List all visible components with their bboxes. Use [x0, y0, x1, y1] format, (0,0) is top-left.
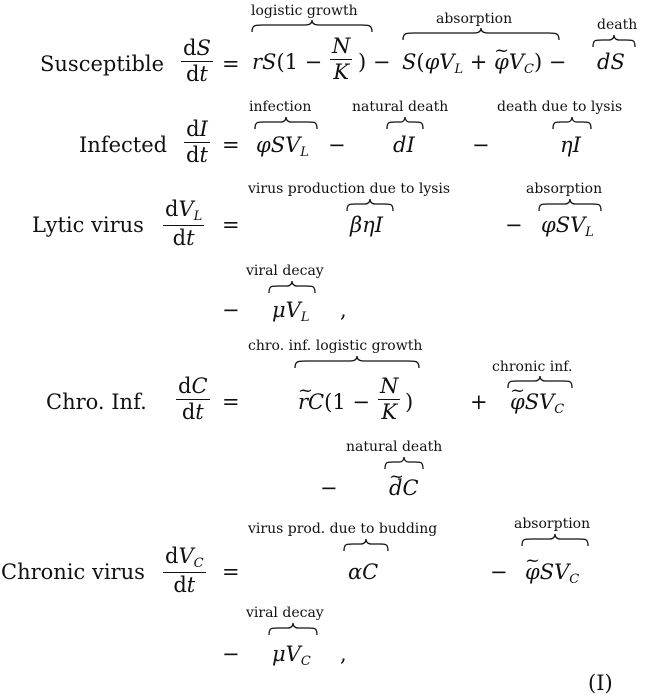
annotation-absorption: absorption: [514, 516, 591, 532]
lhs-fraction-susceptible: [181, 37, 213, 86]
term-absorption: $S(\varphi V_L$ + ~ $\varphi V_C$) −: [402, 52, 566, 76]
overbrace: [343, 538, 389, 552]
annotation-viral-decay: viral decay: [246, 605, 324, 621]
equals-sign: =: [222, 213, 240, 237]
overbrace: [592, 34, 636, 48]
fraction-n-over-k: N K: [380, 374, 399, 425]
term-death: dS: [597, 50, 625, 74]
annotation-natural-death: natural death: [346, 439, 443, 455]
term-chronic-inf: ~ φSV$_C$: [510, 392, 564, 416]
term-death-due-to-lysis: ηI: [560, 133, 581, 157]
term-virus-prod-budding: αC: [348, 560, 379, 584]
lhs-fraction-infected: dI dt: [186, 117, 208, 168]
annotation-chronic-inf: chronic inf.: [492, 359, 573, 375]
annotation-absorption: absorption: [526, 181, 603, 197]
paren-close: ): [405, 390, 414, 414]
annotation-virus-prod-due-to-budding: virus prod. due to budding: [248, 521, 438, 537]
overbrace: [552, 116, 592, 130]
overbrace: [402, 27, 560, 41]
label-infected: Infected: [79, 133, 168, 157]
equals-sign: =: [222, 133, 240, 157]
label-susceptible: Susceptible: [40, 52, 165, 76]
term-absorption: ~ φSV$_C$: [525, 562, 579, 586]
minus-sign: −: [222, 642, 240, 666]
annotation-chro-inf-logistic-growth: chro. inf. logistic growth: [248, 338, 423, 354]
annotation-viral-decay: viral decay: [246, 263, 324, 279]
term-virus-production: βηI: [350, 213, 384, 237]
comma: ,: [340, 642, 347, 666]
annotation-absorption: absorption: [436, 11, 513, 27]
equals-sign: =: [222, 52, 240, 76]
annotation-infection: infection: [249, 99, 312, 115]
comma: ,: [340, 298, 347, 322]
lhs-numerator: dS: [183, 36, 211, 60]
lhs-fraction-chronic-virus: $dV_C$ dt: [165, 544, 204, 598]
paren-close: ) −: [358, 50, 391, 74]
minus-sign: −: [328, 133, 346, 157]
annotation-death: death: [597, 17, 638, 33]
overbrace: [268, 622, 318, 636]
equals-sign: =: [222, 560, 240, 584]
overbrace: [294, 355, 420, 369]
term-natural-death: dI: [393, 133, 415, 157]
term-natural-death: ~ dC: [389, 478, 419, 499]
overbrace: [268, 280, 316, 294]
overbrace: [346, 198, 394, 212]
term-viral-decay: $\mu V_C$: [272, 642, 311, 669]
minus-sign: −: [222, 298, 240, 322]
term-viral-decay: $\mu V_L$: [272, 298, 310, 325]
equals-sign: =: [222, 390, 240, 414]
label-chro-inf: Chro. Inf.: [46, 390, 147, 414]
lhs-fraction-chro-inf: dC dt: [178, 374, 208, 425]
label-chronic-virus: Chronic virus: [1, 560, 145, 584]
label-lytic-virus: Lytic virus: [32, 213, 144, 237]
term-chro-inf-logistic-growth: ~ rC(1 −: [298, 392, 370, 413]
lhs-denominator: dt: [185, 62, 208, 87]
annotation-natural-death: natural death: [352, 99, 449, 115]
minus-sign: −: [490, 560, 508, 584]
overbrace: [386, 116, 424, 130]
overbrace: [538, 198, 602, 212]
term-logistic-growth: rS(1 −: [252, 50, 323, 74]
overbrace: [254, 116, 318, 130]
fraction-n-over-k: N K: [332, 34, 351, 85]
minus-sign: −: [320, 476, 338, 500]
lhs-fraction-lytic-virus: $dV_L$ dt: [165, 197, 203, 251]
overbrace: [521, 533, 589, 547]
annotation-virus-production-due-to-lysis: virus production due to lysis: [248, 181, 451, 197]
equation-number: (I): [588, 671, 613, 695]
term-absorption: φSV$_L$: [541, 213, 594, 240]
annotation-logistic-growth: logistic growth: [251, 3, 358, 19]
plus-sign: +: [470, 390, 488, 414]
minus-sign: −: [505, 213, 523, 237]
overbrace: [251, 19, 373, 33]
annotation-death-due-to-lysis: death due to lysis: [497, 99, 623, 115]
term-infection: φSV$_L$: [256, 133, 309, 160]
minus-sign: −: [472, 133, 490, 157]
